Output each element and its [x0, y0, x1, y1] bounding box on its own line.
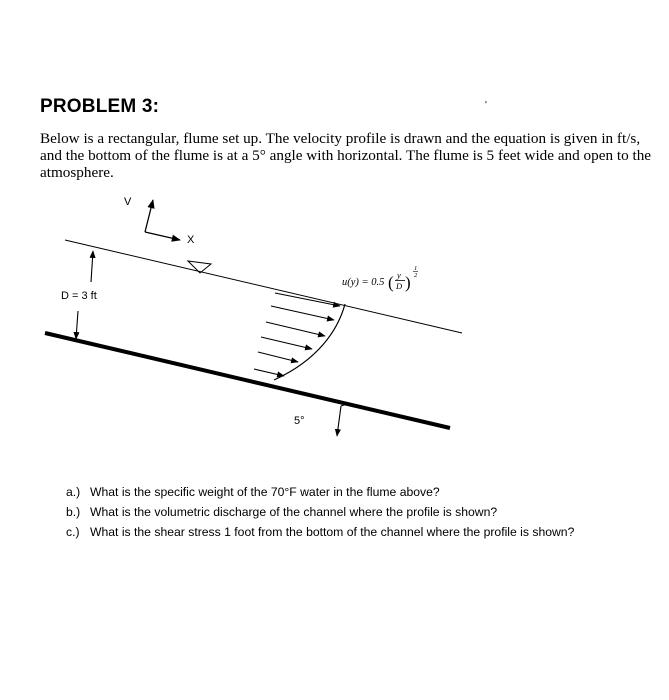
angle-label: 5° — [294, 415, 305, 427]
velocity-arrow — [275, 293, 340, 306]
channel-bottom-line — [45, 333, 450, 428]
question-text: What is the volumetric discharge of the channel where the profile is shown? — [90, 505, 498, 519]
velocity-arrow — [266, 322, 325, 336]
stray-mark: ' — [485, 100, 487, 111]
velocity-equation — [342, 265, 418, 292]
equation-exp-num: 1 — [414, 265, 418, 272]
y-axis-arrow — [145, 200, 153, 232]
question-letter: b.) — [66, 505, 81, 519]
depth-arrow-bottom — [76, 311, 78, 339]
angle-arrow — [337, 406, 341, 436]
question-a — [66, 482, 574, 502]
x-axis-arrow — [145, 232, 180, 240]
problem-title: PROBLEM 3: — [40, 96, 160, 117]
equation-paren-open: ( — [388, 273, 394, 292]
equation-frac-num: y — [397, 270, 401, 280]
question-letter: a.) — [66, 485, 81, 499]
question-c — [66, 522, 574, 542]
problem-description: Below is a rectangular, flume set up. The velocity profile is drawn and the equation is given in ft/s, and the bottom of the flume is at a 5° angle with horizontal. The flume is 5 feet wide and open to the atmosphere. — [40, 130, 652, 181]
question-letter: c.) — [66, 525, 80, 539]
velocity-arrow — [271, 306, 334, 320]
equation-frac-den: D — [396, 281, 403, 291]
water-surface-line — [65, 240, 462, 333]
depth-arrow-top — [91, 251, 93, 282]
equation-paren-close: ) — [405, 273, 411, 292]
question-text: What is the shear stress 1 foot from the bottom of the channel where the profile is shown? — [90, 525, 575, 539]
equation-lhs: u(y) = 0.5 — [342, 277, 385, 288]
question-b — [66, 502, 574, 522]
question-text: What is the specific weight of the 70°F water in the flume above? — [90, 485, 440, 499]
y-axis-label: V — [124, 196, 132, 208]
velocity-arrow — [261, 337, 312, 349]
x-axis-label: X — [187, 234, 195, 246]
equation-exp-den: 2 — [414, 272, 418, 279]
velocity-arrow — [254, 369, 284, 376]
question-list — [66, 482, 574, 542]
velocity-arrow — [258, 352, 298, 362]
depth-label: D = 3 ft — [61, 290, 97, 302]
velocity-arrows — [254, 293, 340, 376]
